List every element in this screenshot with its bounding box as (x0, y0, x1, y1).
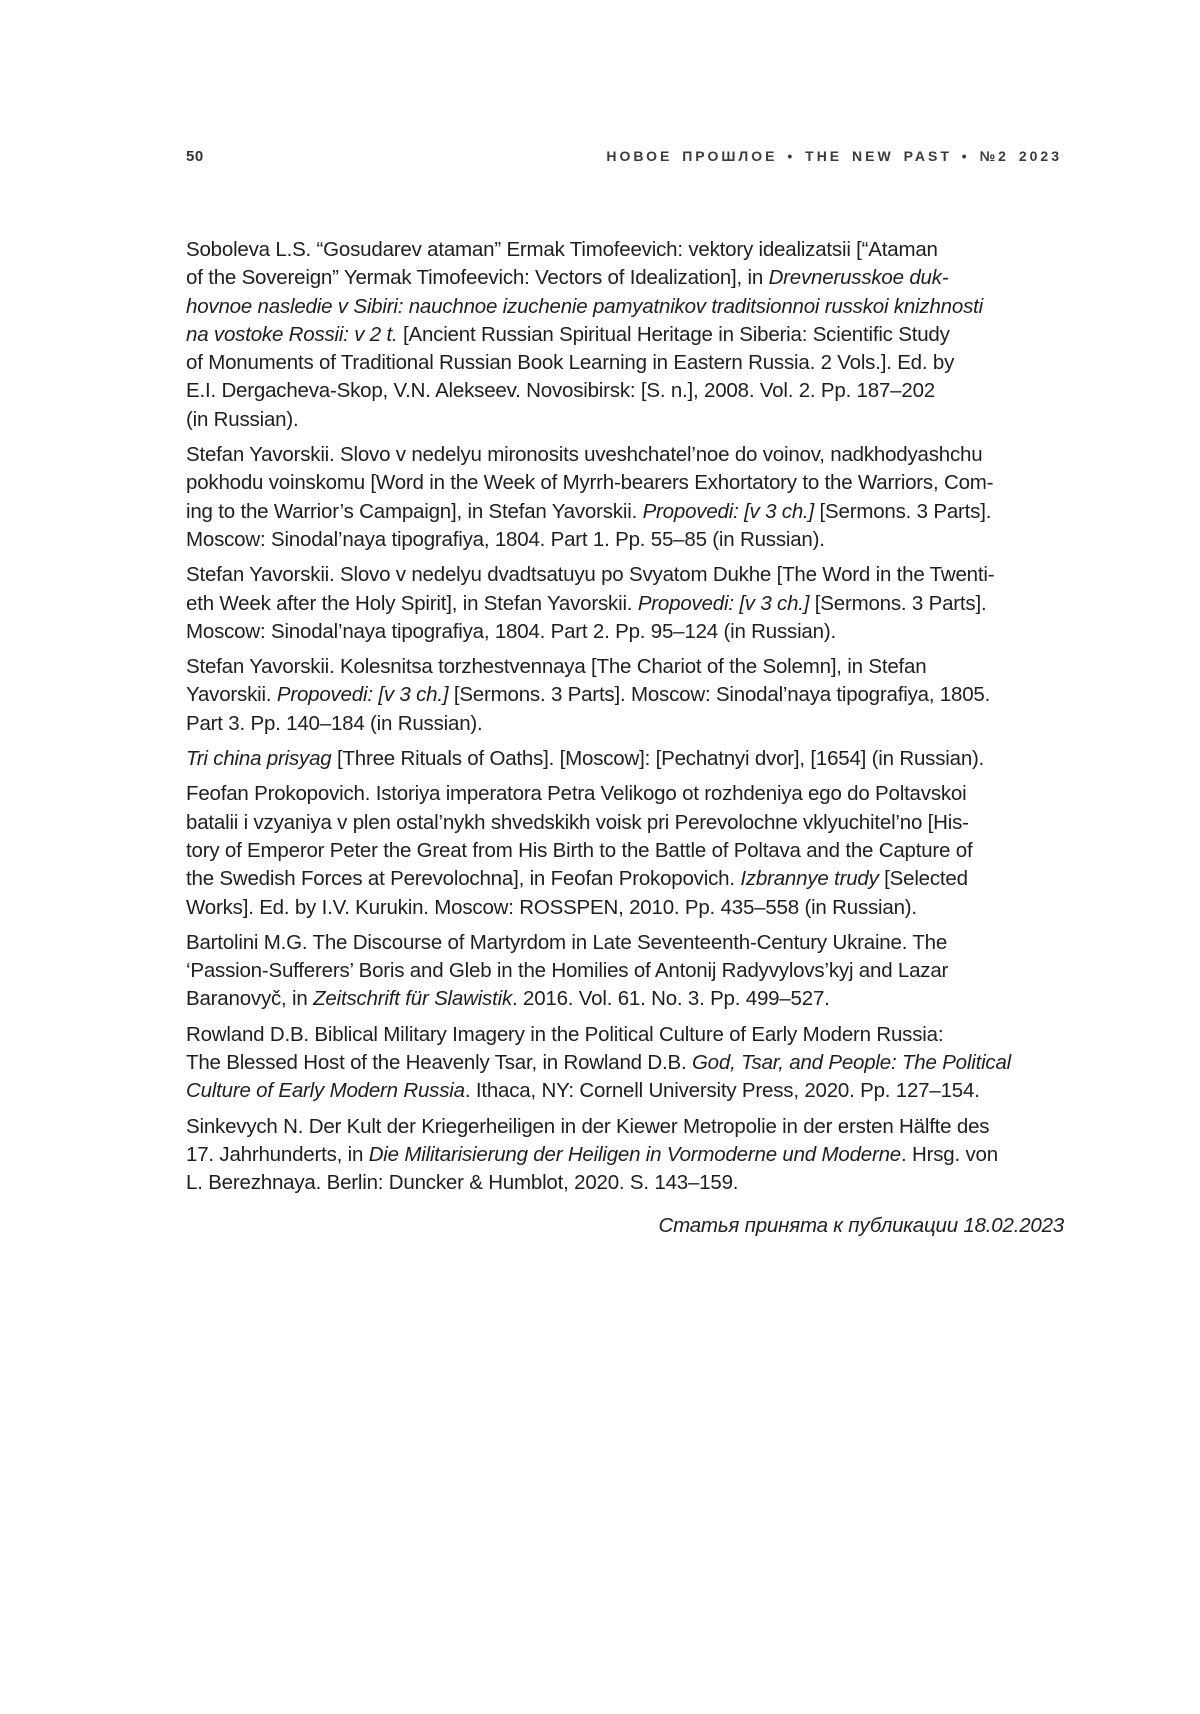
reference-line: Stefan Yavorskii. Slovo v nedelyu dvadtsatuyu po Svyatom Dukhe [The Word in the Twenti- (186, 563, 995, 587)
reference-line: Rowland D.B. Biblical Military Imagery in the Political Culture of Early Modern Russia: (186, 1022, 944, 1046)
reference-line: hovnoe nasledie v Sibiri: nauchnoe izuchenie pamyatnikov traditsionnoi russkoi knizhnosti (186, 294, 983, 318)
reference-line: Part 3. Pp. 140–184 (in Russian). (186, 711, 483, 735)
page-number: 50 (186, 148, 204, 165)
reference-line: Tri china prisyag [Three Rituals of Oaths]. [Moscow]: [Pechatnyi dvor], [1654] (in Russian). (186, 747, 985, 771)
reference-line: Stefan Yavorskii. Kolesnitsa torzhestvennaya [The Chariot of the Solemn], in Stefan (186, 655, 927, 679)
reference-item (186, 1113, 1064, 1198)
reference-line: the Swedish Forces at Perevolochna], in Feofan Prokopovich. Izbrannye trudy [Selected (186, 867, 968, 891)
reference-item (186, 929, 1064, 1014)
reference-line: Works]. Ed. by I.V. Kurukin. Moscow: ROSSPEN, 2010. Pp. 435–558 (in Russian). (186, 895, 917, 919)
reference-line: Stefan Yavorskii. Slovo v nedelyu mironosits uveshchatel’noe do voinov, nadkhodyashchu (186, 443, 983, 467)
reference-line: pokhodu voinskomu [Word in the Week of Myrrh-bearers Exhortatory to the Warriors, Com- (186, 471, 994, 495)
reference-line: eth Week after the Holy Spirit], in Stefan Yavorskii. Propovedi: [v 3 ch.] [Sermons. 3 Parts]. (186, 591, 987, 615)
reference-line: E.I. Dergacheva-Skop, V.N. Alekseev. Novosibirsk: [S. n.], 2008. Vol. 2. Pp. 187–202 (186, 379, 935, 403)
reference-item (186, 561, 1064, 646)
reference-line: L. Berezhnaya. Berlin: Duncker & Humblot, 2020. S. 143–159. (186, 1171, 739, 1195)
journal-title: НОВОЕ ПРОШЛОЕ • THE NEW PAST • №2 2023 (606, 148, 1062, 164)
reference-line: (in Russian). (186, 407, 299, 431)
reference-line: The Blessed Host of the Heavenly Tsar, in Rowland D.B. God, Tsar, and People: The Political (186, 1051, 1012, 1075)
reference-line: Baranovyč, in Zeitschrift für Slawistik. 2016. Vol. 61. No. 3. Pp. 499–527. (186, 987, 830, 1011)
reference-line: Yavorskii. Propovedi: [v 3 ch.] [Sermons. 3 Parts]. Moscow: Sinodal’naya tipografiya, 1805. (186, 683, 991, 707)
reference-line: 17. Jahrhunderts, in Die Militarisierung der Heiligen in Vormoderne und Moderne. Hrsg. von (186, 1142, 998, 1166)
page-header (186, 148, 1062, 165)
reference-line: Sinkevych N. Der Kult der Kriegerheiligen in der Kiewer Metropolie in der ersten Hälfte des (186, 1114, 990, 1138)
reference-line: Soboleva L.S. “Gosudarev ataman” Ermak Timofeevich: vektory idealizatsii [“Ataman (186, 238, 938, 261)
reference-line: of the Sovereign” Yermak Timofeevich: Vectors of Idealization], in Drevnerusskoe duk- (186, 266, 949, 290)
references-list (186, 236, 1064, 1240)
reference-line: na vostoke Rossii: v 2 t. [Ancient Russian Spiritual Heritage in Siberia: Scientific Study (186, 322, 950, 346)
reference-line: ‘Passion-Sufferers’ Boris and Gleb in the Homilies of Antonij Radyvylovs’kyj and Lazar (186, 959, 949, 983)
reference-line: of Monuments of Traditional Russian Book Learning in Eastern Russia. 2 Vols.]. Ed. by (186, 351, 955, 375)
reference-line: ing to the Warrior’s Campaign], in Stefan Yavorskii. Propovedi: [v 3 ch.] [Sermons. 3 Parts]. (186, 499, 992, 523)
reference-line: Culture of Early Modern Russia. Ithaca, NY: Cornell University Press, 2020. Pp. 127–154. (186, 1079, 980, 1103)
reference-item (186, 1021, 1064, 1106)
reference-line: Moscow: Sinodal’naya tipografiya, 1804. Part 2. Pp. 95–124 (in Russian). (186, 619, 836, 643)
reference-item (186, 441, 1064, 554)
reference-line: Bartolini M.G. The Discourse of Martyrdom in Late Seventeenth-Century Ukraine. The (186, 930, 948, 954)
reference-item (186, 780, 1064, 921)
reference-line: Feofan Prokopovich. Istoriya imperatora Petra Velikogo ot rozhdeniya ego do Poltavskoi (186, 782, 967, 806)
reference-item (186, 236, 1064, 434)
reference-line: batalii i vzyaniya v plen ostal’nykh shvedskikh voisk pri Perevolochne vklyuchitel’no [His- (186, 810, 969, 834)
reference-item (186, 745, 1064, 773)
reference-line: tory of Emperor Peter the Great from His Birth to the Battle of Poltava and the Capture of (186, 838, 973, 862)
reference-item (186, 653, 1064, 738)
reference-line: Moscow: Sinodal’naya tipografiya, 1804. Part 1. Pp. 55–85 (in Russian). (186, 527, 825, 551)
acceptance-note: Статья принята к публикации 18.02.2023 (658, 1213, 1064, 1237)
